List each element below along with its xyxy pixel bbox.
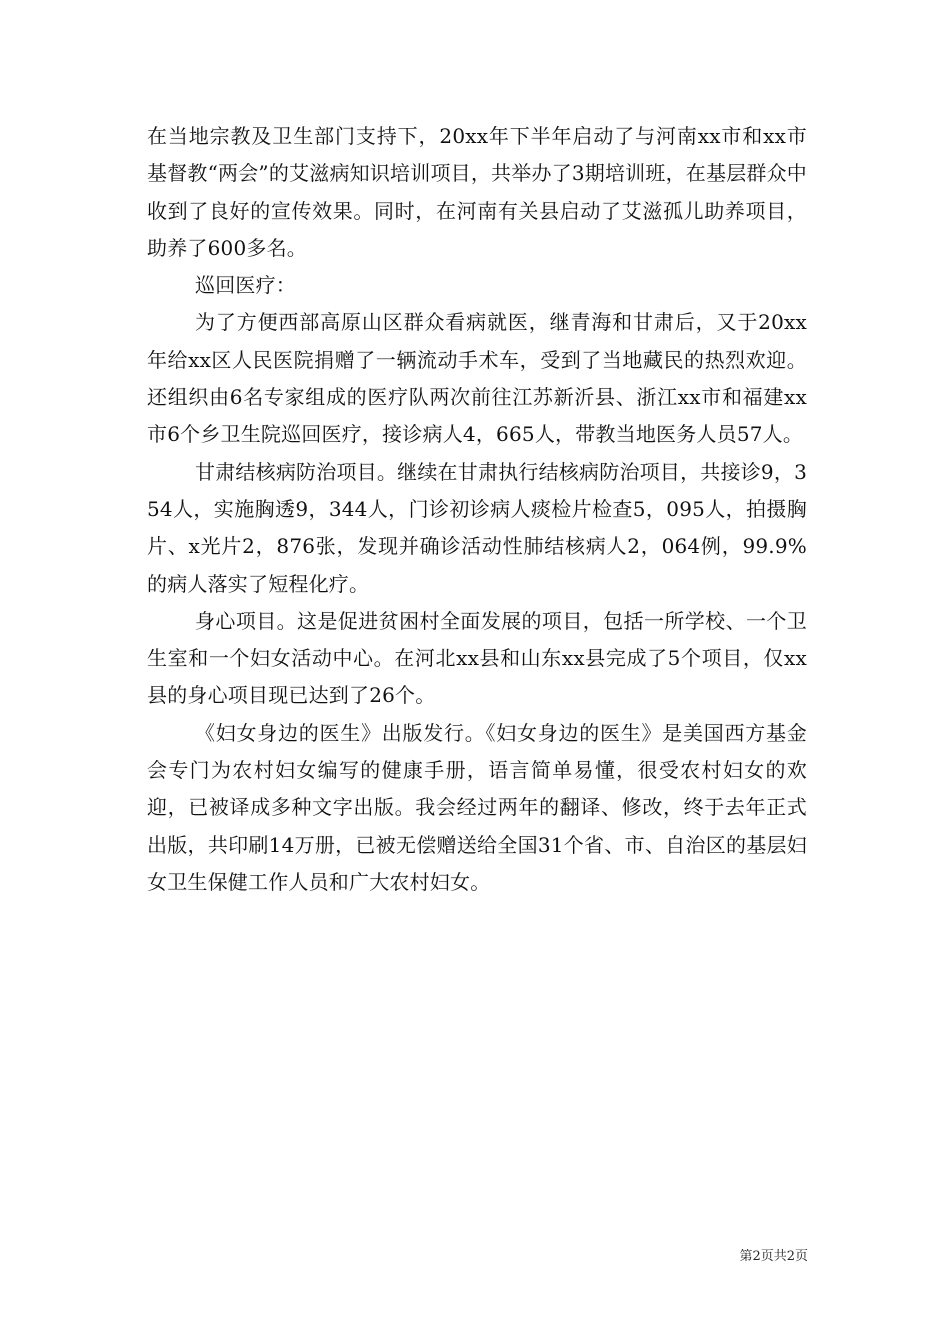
page-number-footer: 第2页共2页 <box>739 1249 808 1264</box>
paragraph-tuberculosis-project: 甘肃结核病防治项目。继续在甘肃执行结核病防治项目，共接诊9，354人，实施胸透9，344人，门诊初诊病人痰检片检查5，095人，拍摄胸片、x光片2，876张，发现并确诊活动性肺结核病人2，064例，99.9%的病人落实了短程化疗。 <box>147 459 807 596</box>
paragraph-book-publication: 《妇女身边的医生》出版发行。《妇女身边的医生》是美国西方基金会专门为农村妇女编写的健康手册，语言简单易懂，很受农村妇女的欢迎，已被译成多种文字出版。我会经过两年的翻译、修改，终于去年正式出版，共印刷14万册，已被无偿赠送给全国31个省、市、自治区的基层妇女卫生保健工作人员和广大农村妇女。 <box>147 720 807 894</box>
paragraph-mobile-medical-heading: 巡回医疗： <box>195 273 296 298</box>
paragraph-aids-training: 在当地宗教及卫生部门支持下，20xx年下半年启动了与河南xx市和xx市基督教“两会”的艾滋病知识培训项目，共举办了3期培训班，在基层群众中收到了良好的宣传效果。同时，在河南有关县启动了艾滋孤儿助养项目，助养了600多名。 <box>147 124 807 260</box>
paragraph-body-mind-project: 身心项目。这是促进贫困村全面发展的项目，包括一所学校、一个卫生室和一个妇女活动中心。在河北xx县和山东xx县完成了5个项目，仅xx县的身心项目现已达到了26个。 <box>147 608 807 708</box>
document-body <box>147 118 807 901</box>
paragraph-mobile-medical: 为了方便西部高原山区群众看病就医，继青海和甘肃后，又于20xx年给xx区人民医院捐赠了一辆流动手术车，受到了当地藏民的热烈欢迎。还组织由6名专家组成的医疗队两次前往江苏新沂县、浙江xx市和福建xx市6个乡卫生院巡回医疗，接诊病人4，665人，带教当地医务人员57人。 <box>147 310 807 447</box>
